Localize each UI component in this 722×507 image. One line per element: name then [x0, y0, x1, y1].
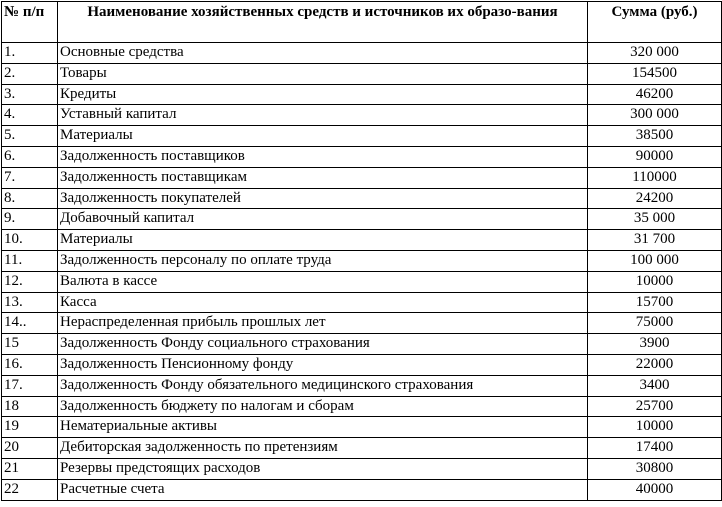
- row-name: Задолженность Фонду социального страхования: [58, 334, 588, 355]
- row-name: Уставный капитал: [58, 105, 588, 126]
- row-sum: 15700: [588, 292, 722, 313]
- table-row: [2, 354, 722, 375]
- row-number: 16.: [2, 354, 58, 375]
- row-number: 14..: [2, 313, 58, 334]
- table-row: [2, 417, 722, 438]
- row-number: 12.: [2, 271, 58, 292]
- table-row: [2, 250, 722, 271]
- row-sum: 320 000: [588, 43, 722, 64]
- row-sum: 17400: [588, 438, 722, 459]
- row-name: Кредиты: [58, 84, 588, 105]
- row-name: Задолженность покупателей: [58, 188, 588, 209]
- row-number: 17.: [2, 375, 58, 396]
- table-row: [2, 479, 722, 500]
- header-name: Наименование хозяйственных средств и источников их образо-вания: [58, 2, 588, 43]
- table-row: [2, 126, 722, 147]
- row-sum: 46200: [588, 84, 722, 105]
- header-number: № п/п: [2, 2, 58, 43]
- row-number: 19: [2, 417, 58, 438]
- row-name: Добавочный капитал: [58, 209, 588, 230]
- row-name: Задолженность поставщикам: [58, 167, 588, 188]
- table-row: [2, 188, 722, 209]
- row-number: 10.: [2, 230, 58, 251]
- row-sum: 35 000: [588, 209, 722, 230]
- table-row: [2, 84, 722, 105]
- table-row: [2, 438, 722, 459]
- row-number: 18: [2, 396, 58, 417]
- row-sum: 110000: [588, 167, 722, 188]
- row-number: 7.: [2, 167, 58, 188]
- row-name: Материалы: [58, 126, 588, 147]
- table-row: [2, 375, 722, 396]
- row-number: 15: [2, 334, 58, 355]
- row-sum: 40000: [588, 479, 722, 500]
- row-sum: 38500: [588, 126, 722, 147]
- table-row: [2, 271, 722, 292]
- row-name: Дебиторская задолженность по претензиям: [58, 438, 588, 459]
- row-sum: 3400: [588, 375, 722, 396]
- table-row: [2, 230, 722, 251]
- table-row: [2, 292, 722, 313]
- row-number: 3.: [2, 84, 58, 105]
- row-sum: 154500: [588, 63, 722, 84]
- row-name: Задолженность бюджету по налогам и сборам: [58, 396, 588, 417]
- row-number: 1.: [2, 43, 58, 64]
- row-sum: 3900: [588, 334, 722, 355]
- row-number: 9.: [2, 209, 58, 230]
- row-name: Задолженность персоналу по оплате труда: [58, 250, 588, 271]
- header-row: [2, 2, 722, 43]
- assets-sources-table: [1, 1, 722, 501]
- row-number: 4.: [2, 105, 58, 126]
- row-sum: 100 000: [588, 250, 722, 271]
- row-name: Основные средства: [58, 43, 588, 64]
- row-number: 8.: [2, 188, 58, 209]
- row-sum: 300 000: [588, 105, 722, 126]
- row-sum: 75000: [588, 313, 722, 334]
- table-row: [2, 167, 722, 188]
- table-row: [2, 313, 722, 334]
- row-name: Валюта в кассе: [58, 271, 588, 292]
- table-row: [2, 458, 722, 479]
- row-name: Задолженность поставщиков: [58, 146, 588, 167]
- row-number: 2.: [2, 63, 58, 84]
- table-header: [2, 2, 722, 43]
- row-name: Задолженность Фонду обязательного медицинского страхования: [58, 375, 588, 396]
- row-sum: 10000: [588, 271, 722, 292]
- row-name: Материалы: [58, 230, 588, 251]
- row-number: 22: [2, 479, 58, 500]
- table-row: [2, 63, 722, 84]
- row-sum: 31 700: [588, 230, 722, 251]
- table-body: [2, 43, 722, 501]
- row-sum: 10000: [588, 417, 722, 438]
- row-name: Касса: [58, 292, 588, 313]
- row-number: 6.: [2, 146, 58, 167]
- row-number: 5.: [2, 126, 58, 147]
- table-row: [2, 209, 722, 230]
- table-row: [2, 105, 722, 126]
- table-row: [2, 396, 722, 417]
- row-name: Нераспределенная прибыль прошлых лет: [58, 313, 588, 334]
- table-row: [2, 334, 722, 355]
- header-sum: Сумма (руб.): [588, 2, 722, 43]
- row-name: Резервы предстоящих расходов: [58, 458, 588, 479]
- row-sum: 22000: [588, 354, 722, 375]
- row-name: Товары: [58, 63, 588, 84]
- row-number: 20: [2, 438, 58, 459]
- row-sum: 25700: [588, 396, 722, 417]
- row-sum: 90000: [588, 146, 722, 167]
- row-number: 13.: [2, 292, 58, 313]
- row-name: Задолженность Пенсионному фонду: [58, 354, 588, 375]
- row-sum: 30800: [588, 458, 722, 479]
- row-number: 11.: [2, 250, 58, 271]
- row-name: Расчетные счета: [58, 479, 588, 500]
- table-row: [2, 43, 722, 64]
- row-number: 21: [2, 458, 58, 479]
- row-sum: 24200: [588, 188, 722, 209]
- table-row: [2, 146, 722, 167]
- row-name: Нематериальные активы: [58, 417, 588, 438]
